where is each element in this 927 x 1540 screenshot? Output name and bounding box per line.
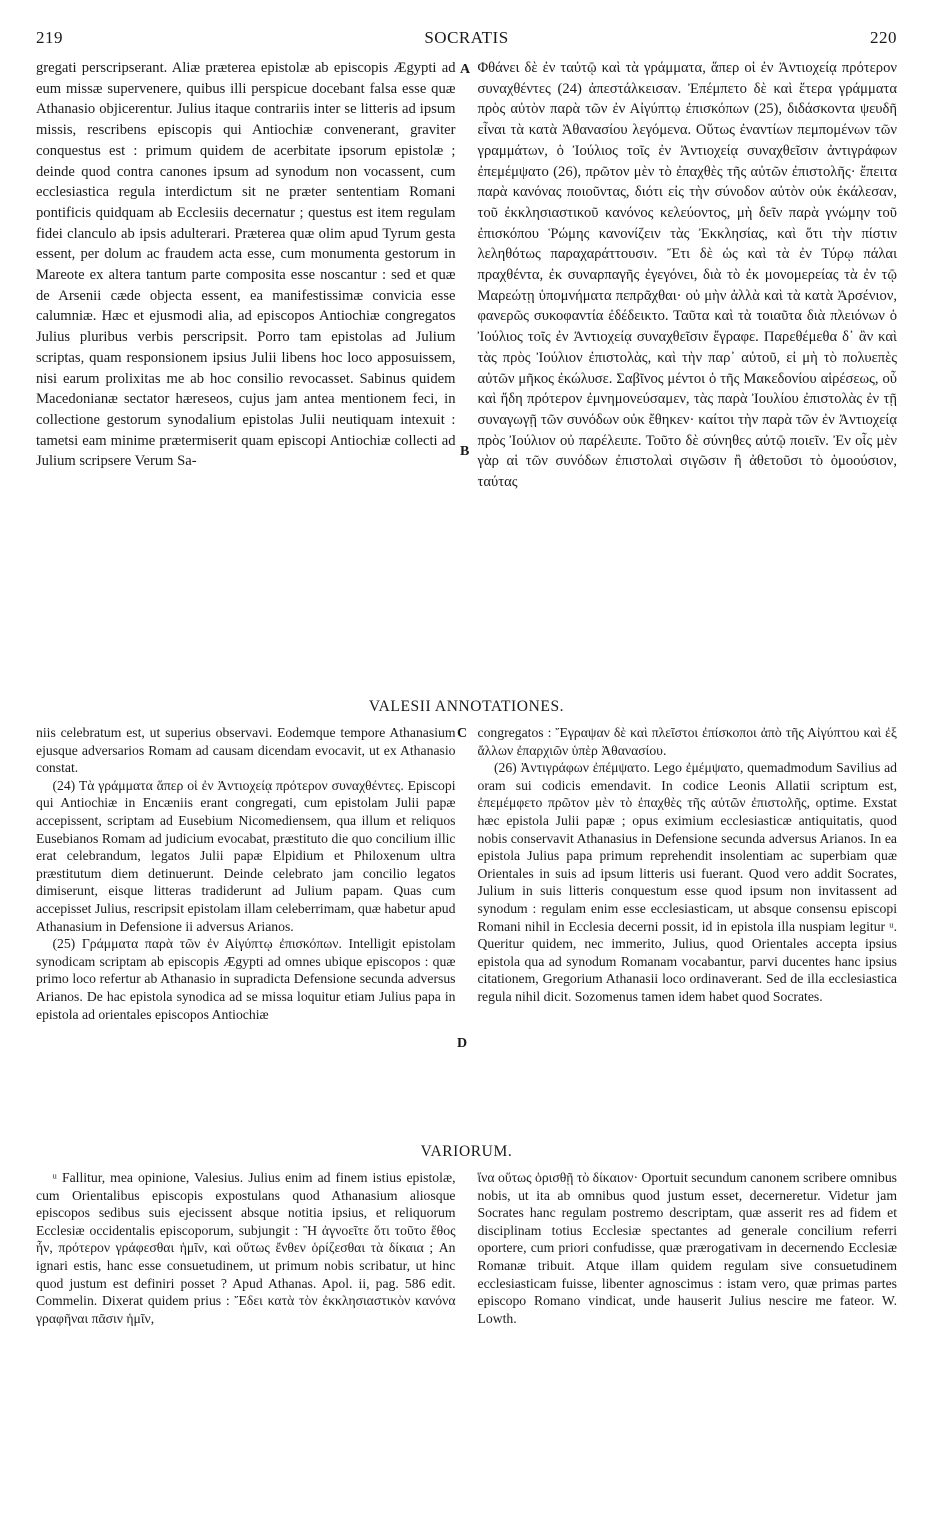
margin-marker-b: B <box>460 444 470 459</box>
annotation-paragraph-continued: congregatos : Ἔγραψαν δὲ καὶ πλεῖστοι ἐπίσκοποι ἀπὸ τῆς Αἰγύπτου καὶ ἐξ ἄλλων ἐπαρχιῶν ὑπὲρ Ἀθανασίου. <box>477 725 897 758</box>
main-text <box>36 58 897 684</box>
margin-marker-c: C <box>457 726 468 741</box>
annotations-heading: VALESII ANNOTATIONES. <box>368 698 565 715</box>
running-title: SOCRATIS <box>424 28 509 47</box>
margin-marker-a: A <box>460 62 471 77</box>
annotations-right-column <box>478 724 898 1129</box>
page-number-right: 220 <box>870 28 897 47</box>
annotations-section <box>36 724 897 1129</box>
greek-text: Φθάνει δὲ ἐν ταὐτῷ καὶ τὰ γράμματα, ἅπερ οἱ ἐν Ἀντιοχείᾳ πρότερον συναχθέντες (24) ἀπεστάλκεισαν. Ἐπέμπετο δὲ καὶ ἕτερα γράμματα πρὸς αὐτὸν παρὰ τῶν ἐν Αἰγύπτῳ ἐπισκόπων (25), διδάσκοντα ψευδῆ εἶναι τὰ κατὰ Ἀθανασίου λεγόμενα. Οὕτως ἐναντίων πεμπομένων τῶν γραμμάτων, ὁ Ἰούλιος τοῖς ἐν Ἀντιοχείᾳ συναχθεῖσιν ἀντιγράφων ἐπεμέμψατο (26), πρῶτον μὲν τὸ ἐπαχθὲς τῆς αὐτῶν ἐπιστολῆς· ἔπειτα παρὰ κανόνας ποιοῦντας, διότι εἰς τὴν σύνοδον αὐτὸν οὐκ ἐκάλεσαν, τοῦ ἐκκλησιαστικοῦ κανόνος κελεύοντος, μὴ δεῖν παρὰ γνώμην τοῦ ἐπισκόπου Ῥώμης κανονίζειν τὰς Ἐκκλησίας, καὶ ὅτι τὴν πίστιν λεληθότως παραχαράττουσιν. Ἔτι δὲ ὡς καὶ τὰ ἐν Τύρῳ πάλαι πραχθέντα, ἐκ συναρπαγῆς ἐγεγόνει, διὰ τὸ ἐκ μονομερείας τὰ ἐν τῷ Μαρεώτῃ ὑπομνήματα πεπρᾶχθαι· οὐ μὴν ἀλλὰ καὶ τὰ κατὰ Ἀρσένιον, φανερῶς συκοφαντία ἐδέδεικτο. Ταῦτα καὶ τὰ τοιαῦτα διὰ πλειόνων ὁ Ἰούλιος τοῖς ἐν Ἀντιοχείᾳ συναχθεῖσιν ἔγραφε. Παρεθέμεθα δ᾽ ἂν καὶ τὰς πρὸς Ἰούλιον ἐπιστολὰς, καὶ τὴν παρ᾽ αὐτοῦ, εἰ μὴ τὸ πολυεπὲς αὐτῶν μῆκος ἐκώλυσε. Σαβῖνος μέντοι ὁ τῆς Μακεδονίου αἱρέσεως, οὗ καὶ ἤδη πρότερον ἐμνημονεύσαμεν, τὰς παρὰ Ἰουλίου ἐπιστολὰς ἐν τῇ συναγωγῇ τῶν συνόδων οὐκ ἔθηκεν· καίτοι τὴν παρὰ τῶν ἐν Ἀντιοχείᾳ πρὸς Ἰούλιον οὐ παρέλειπε. Τοῦτο δὲ σύνηθες αὐτῷ ποιεῖν. Ἐν οἷς μὲν γὰρ αἱ τῶν συνόδων ἐπιστολαὶ σιγῶσιν ἢ ἀθετοῦσι τὸ ὁμοούσιον, ταύτας <box>477 60 897 491</box>
annotations-left-column <box>36 724 456 1129</box>
variorum-note-left: ᵘ Fallitur, mea opinione, Valesius. Julius enim ad finem istius epistolæ, cum Orientalibus episcopis expostulans quod Athanasium aliosque episcopos sedibus suis ejecissent absque notitia ipsius, et reliquorum Ecclesiæ occidentalis episcoporum, subjungit : Ἢ ἀγνοεῖτε ὅτι τοῦτο ἔθος ἦν, πρότερον γράφεσθαι ἡμῖν, καὶ οὕτως ἔνθεν ὁρίζεσθαι τὰ δίκαια ; An ignari estis, hanc esse consuetudinem, ut primum nobis scribatur, ut hinc quod justum est definiri posset ? Apud Athanas. Apol. ii, pag. 586 edit. Commelin. Dixerat quidem prius : Ἔδει κατὰ τὸν ἐκκλησιαστικὸν κανόνα γραφῆναι πᾶσιν ἡμῖν, <box>36 1170 456 1326</box>
margin-marker-d: D <box>457 1036 468 1051</box>
latin-text: gregati perscripserant. Aliæ præterea epistolæ ab episcopis Ægypti ad eum missæ supervenere, quibus illi perspicue docebant falsa esse quæ Athanasio objicerentur. Julius itaque contrariis inter se litteris ad ipsum missis, rescribens episcopis qui Antiochiæ convenerant, graviter conquestus est : primum quidem de acerbitate ipsorum epistolæ ; deinde quod contra canones ipsum ad synodum non vocassent, cum ecclesiastica regula interdictum sit ne præter sententiam Romani pontificis quidquam ab Ecclesiis decernatur ; questus est item regulam fidei clanculo ab ipsis adulterari. Præterea quæ olim apud Tyrum gesta essent, per dolum ac fraudem acta esse, cum monumenta gestorum in Mareote ex altera tantum parte composita esse noscantur : sed et quæ de Arsenii cæde objecta essent, ea manifestissimæ convicia esse calumniæ. Hæc et ejusmodi alia, ad episcopos Antiochiæ congregatos Julius pluribus verbis perscripsit. Porro tam epistolas ad Julium scriptas, quam responsionem ipsius Julii libens hoc loco apposuissem, nisi earum prolixitas me ab hoc consilio revocasset. Sabinus quidem Macedonianæ sectator hæreseos, cujus jam antea mentionem feci, in collectione gestorum synodalium epistolas Julii neutiquam intexuit : tametsi eam minime prætermiserit quam episcopi Antiochiæ collecti ad Julium scripsere Verum Sa- <box>36 60 456 470</box>
variorum-right-column <box>478 1169 898 1327</box>
latin-column <box>36 58 456 684</box>
annotation-26: (26) Ἀντιγράφων ἐπέμψατο. Lego ἐμέμψατο, quemadmodum Savilius ad oram sui codicis emendavit. In codice Leonis Allatii scriptum est, ἐπεμέμφετο πρῶτον μὲν τὸ ἐπαχθὲς τῆς αὐτῶν ἐπιστολῆς, optime. Exstat hæc epistola Julii papæ ; opus eximium ecclesiasticæ antiquitatis, quod nobis conservavit Athanasius in Defensione secunda adversus Arianos. In ea epistola Julius papa primum reprehendit insolentiam ac superbiam quæ Orientales in suis ad ipsum litteris usi fuerant. Quod vero addit Socrates, Julium in suis litteris conquestum esse quod ipsum non invitassent ad synodum : regulam enim esse ecclesiasticam, ut absque consensu episcopi Romani nihil in Ecclesia decerni possit, id in epistola illa nuspiam legitur ᵘ. Queritur quidem, nec immerito, Julius, quod Orientales accepta ipsius epistola qua ad synodum Romanam vocabantur, parvi ducentes hanc ipsius citationem, Gregorium Athanasii loco ordinaverant. Sed de illa ecclesiastica regula nihil dicit. Sozomenus tamen idem habet quod Socrates. <box>477 760 897 1004</box>
annotation-24: (24) Τὰ γράμματα ἅπερ οἱ ἐν Ἀντιοχείᾳ πρότερον συναχθέντες. Episcopi qui Antiochiæ in Encæniis erant congregati, cum epistolam Julii papæ accepissent, scriptam ad Eusebium Nicomediensem, qua illum et reliquos Eusebianos Romam ad judicium evocabat, præstituto die quo concilium illic erat celebrandum, legatos Julii papæ Elpidium et Philoxenum ultra præstitutum diem detinuerunt. Deinde celebrato jam concilio legatos dimiserunt, eisque litteras tradiderunt ad Julium papam. Quas cum accepisset Julius, rescripsit epistolam illam celeberrimam, quæ habetur apud Athanasium in Defensione ii adversus Arianos. <box>36 777 456 934</box>
greek-column <box>478 58 898 684</box>
variorum-note-right: ἵνα οὕτως ὁρισθῇ τὸ δίκαιον· Oportuit secundum canonem scribere omnibus nobis, ut ita ab omnibus quod justum esset, decerneretur. Videtur jam Socrates hanc regulam postremo descriptam, quæ asserit res ad fidem et disciplinam totius Ecclesiæ spectantes ad generale concilium referri oportere, cum priori confudisse, quæ prærogativam in decernendo Ecclesiæ Romanæ tribuit. Atque illam quidem regulam sive consuetudinem ecclesiasticam fuisse, libenter agnoscimus : istam vero, quæ primas partes episcopo Romano vindicat, unde hauserit Julius nescire me fateor. W. Lowth. <box>477 1170 897 1326</box>
variorum-left-column <box>36 1169 456 1327</box>
page-number-left: 219 <box>36 28 63 47</box>
variorum-section <box>36 1169 897 1327</box>
annotation-25: (25) Γράμματα παρὰ τῶν ἐν Αἰγύπτῳ ἐπισκόπων. Intelligit epistolam synodicam scriptam ab episcopis Ægypti ad omnes ubique episcopos : quæ primo loco refertur ab Athanasio in supradicta Defensione secunda adversus Arianos. De hac epistola synodica ad se missa loquitur etiam Julius papa in epistola ad orientales episcopos Antiochiæ <box>36 936 456 1022</box>
running-header <box>36 28 897 58</box>
variorum-heading: VARIORUM. <box>420 1143 513 1160</box>
annotation-paragraph: niis celebratum est, ut superius observavi. Eodemque tempore Athanasium ejusque adversarios Romam ad causam dicendam evocavit, ut ex Athanasio constat. <box>36 725 456 776</box>
